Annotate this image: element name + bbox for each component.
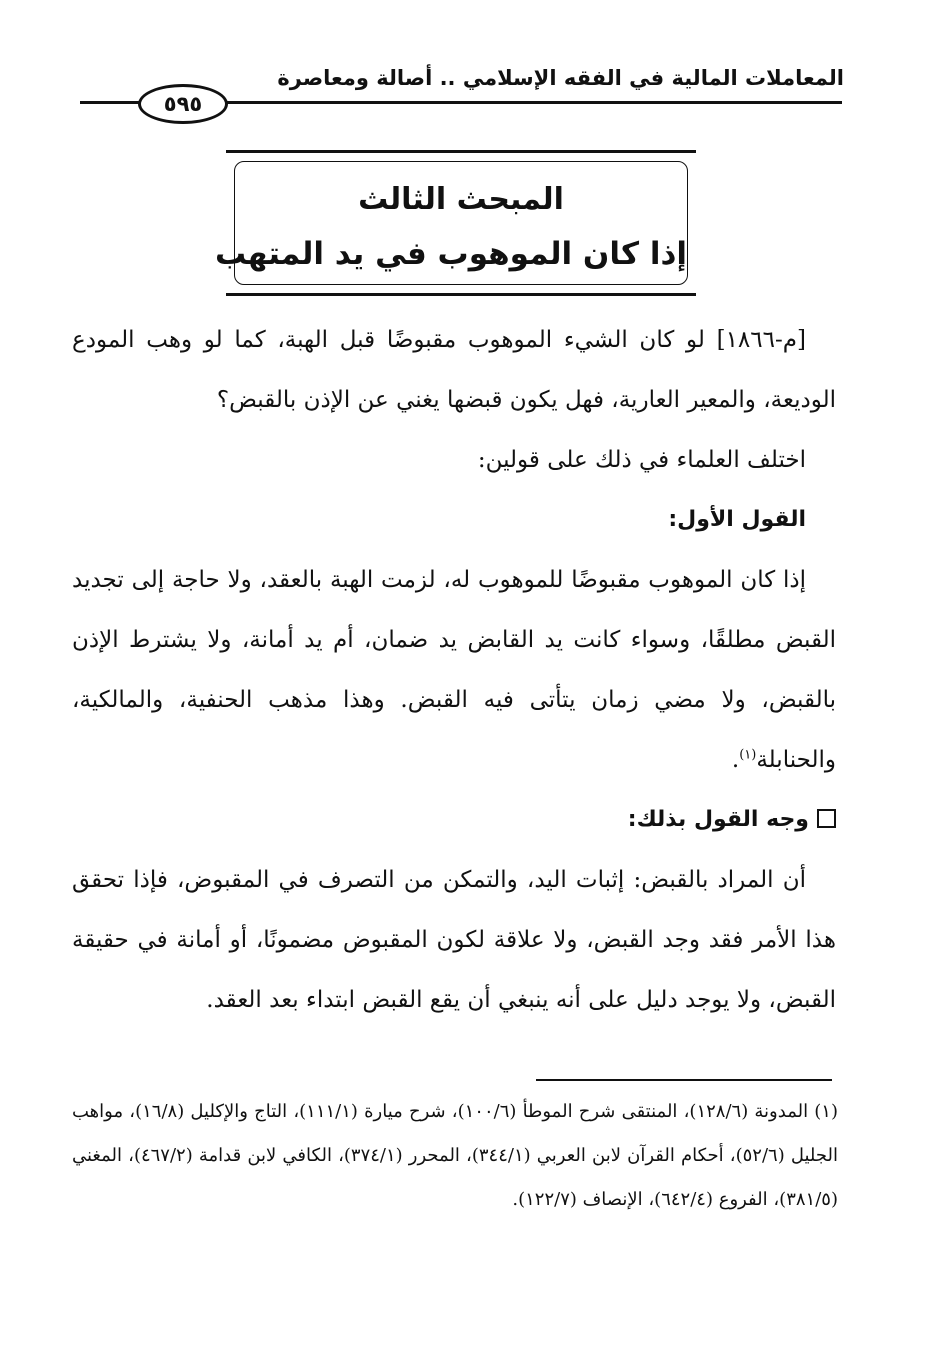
running-title: المعاملات المالية في الفقه الإسلامي .. أصالة ومعاصرة	[277, 66, 844, 90]
paragraph-reasoning: أن المراد بالقبض: إثبات اليد، والتمكن من التصرف في المقبوض، فإذا تحقق هذا الأمر فقد وجد القبض، ولا علاقة لكون المقبوض مضمونًا، أو أمانة في حقيقة القبض، ولا يوجد دليل على أنه ينبغي أن يقع القبض ابتداء بعد العقد.	[72, 867, 836, 1013]
footnotes	[72, 1090, 838, 1222]
heading-first-opinion: القول الأول:	[668, 507, 806, 532]
footnote-ref-1[interactable]: (١)	[739, 747, 757, 763]
section-title: المبحث الثالث	[358, 182, 564, 217]
paragraph-question: [م-١٨٦٦] لو كان الشيء الموهوب مقبوضًا قبل الهبة، كما لو وهب المودع الوديعة، والمعير العارية، فهل يكون قبضها يغني عن الإذن بالقبض؟	[72, 327, 836, 413]
footnote-rule	[536, 1079, 832, 1081]
subheading-reasoning	[72, 790, 836, 850]
checkbox-square-icon	[817, 809, 836, 828]
paragraph-first-opinion-text: إذا كان الموهوب مقبوضًا للموهوب له، لزمت الهبة بالعقد، ولا حاجة إلى تجديد القبض مطلقًا، وسواء كانت يد القابض يد ضمان، أم يد أمانة، ولا يشترط الإذن بالقبض، ولا مضي زمان يتأتى فيه القبض. وهذا مذهب الحنفية، والمالكية، والحنابلة	[72, 567, 836, 773]
chapter-title-box	[214, 150, 696, 296]
footnote-1: (١) المدونة (١٢٨/٦)، المنتقى شرح الموطأ (١٠٠/٦)، شرح ميارة (١١١/١)، التاج والإكليل (١٦/٨)، مواهب الجليل (٥٢/٦)، أحكام القرآن لابن العربي (٣٤٤/١)، المحرر (٣٧٤/١)، الكافي لابن قدامة (٤٦٧/٢)، المغني (٣٨١/٥)، الفروع (٦٤٢/٤)، الإنصاف (١٢٢/٧).	[72, 1101, 838, 1210]
paragraph-end-mark: .	[731, 747, 740, 773]
paragraph-first-opinion	[72, 550, 836, 790]
paragraph-disagreement: اختلف العلماء في ذلك على قولين:	[477, 447, 806, 473]
section-subtitle: إذا كان الموهوب في يد المتهب	[214, 236, 687, 272]
page-number: ٥٩٥	[138, 84, 228, 124]
subheading-reasoning-text: وجه القول بذلك:	[627, 807, 809, 832]
chapter-title-inner-frame	[214, 161, 688, 285]
body-text	[72, 310, 836, 1030]
